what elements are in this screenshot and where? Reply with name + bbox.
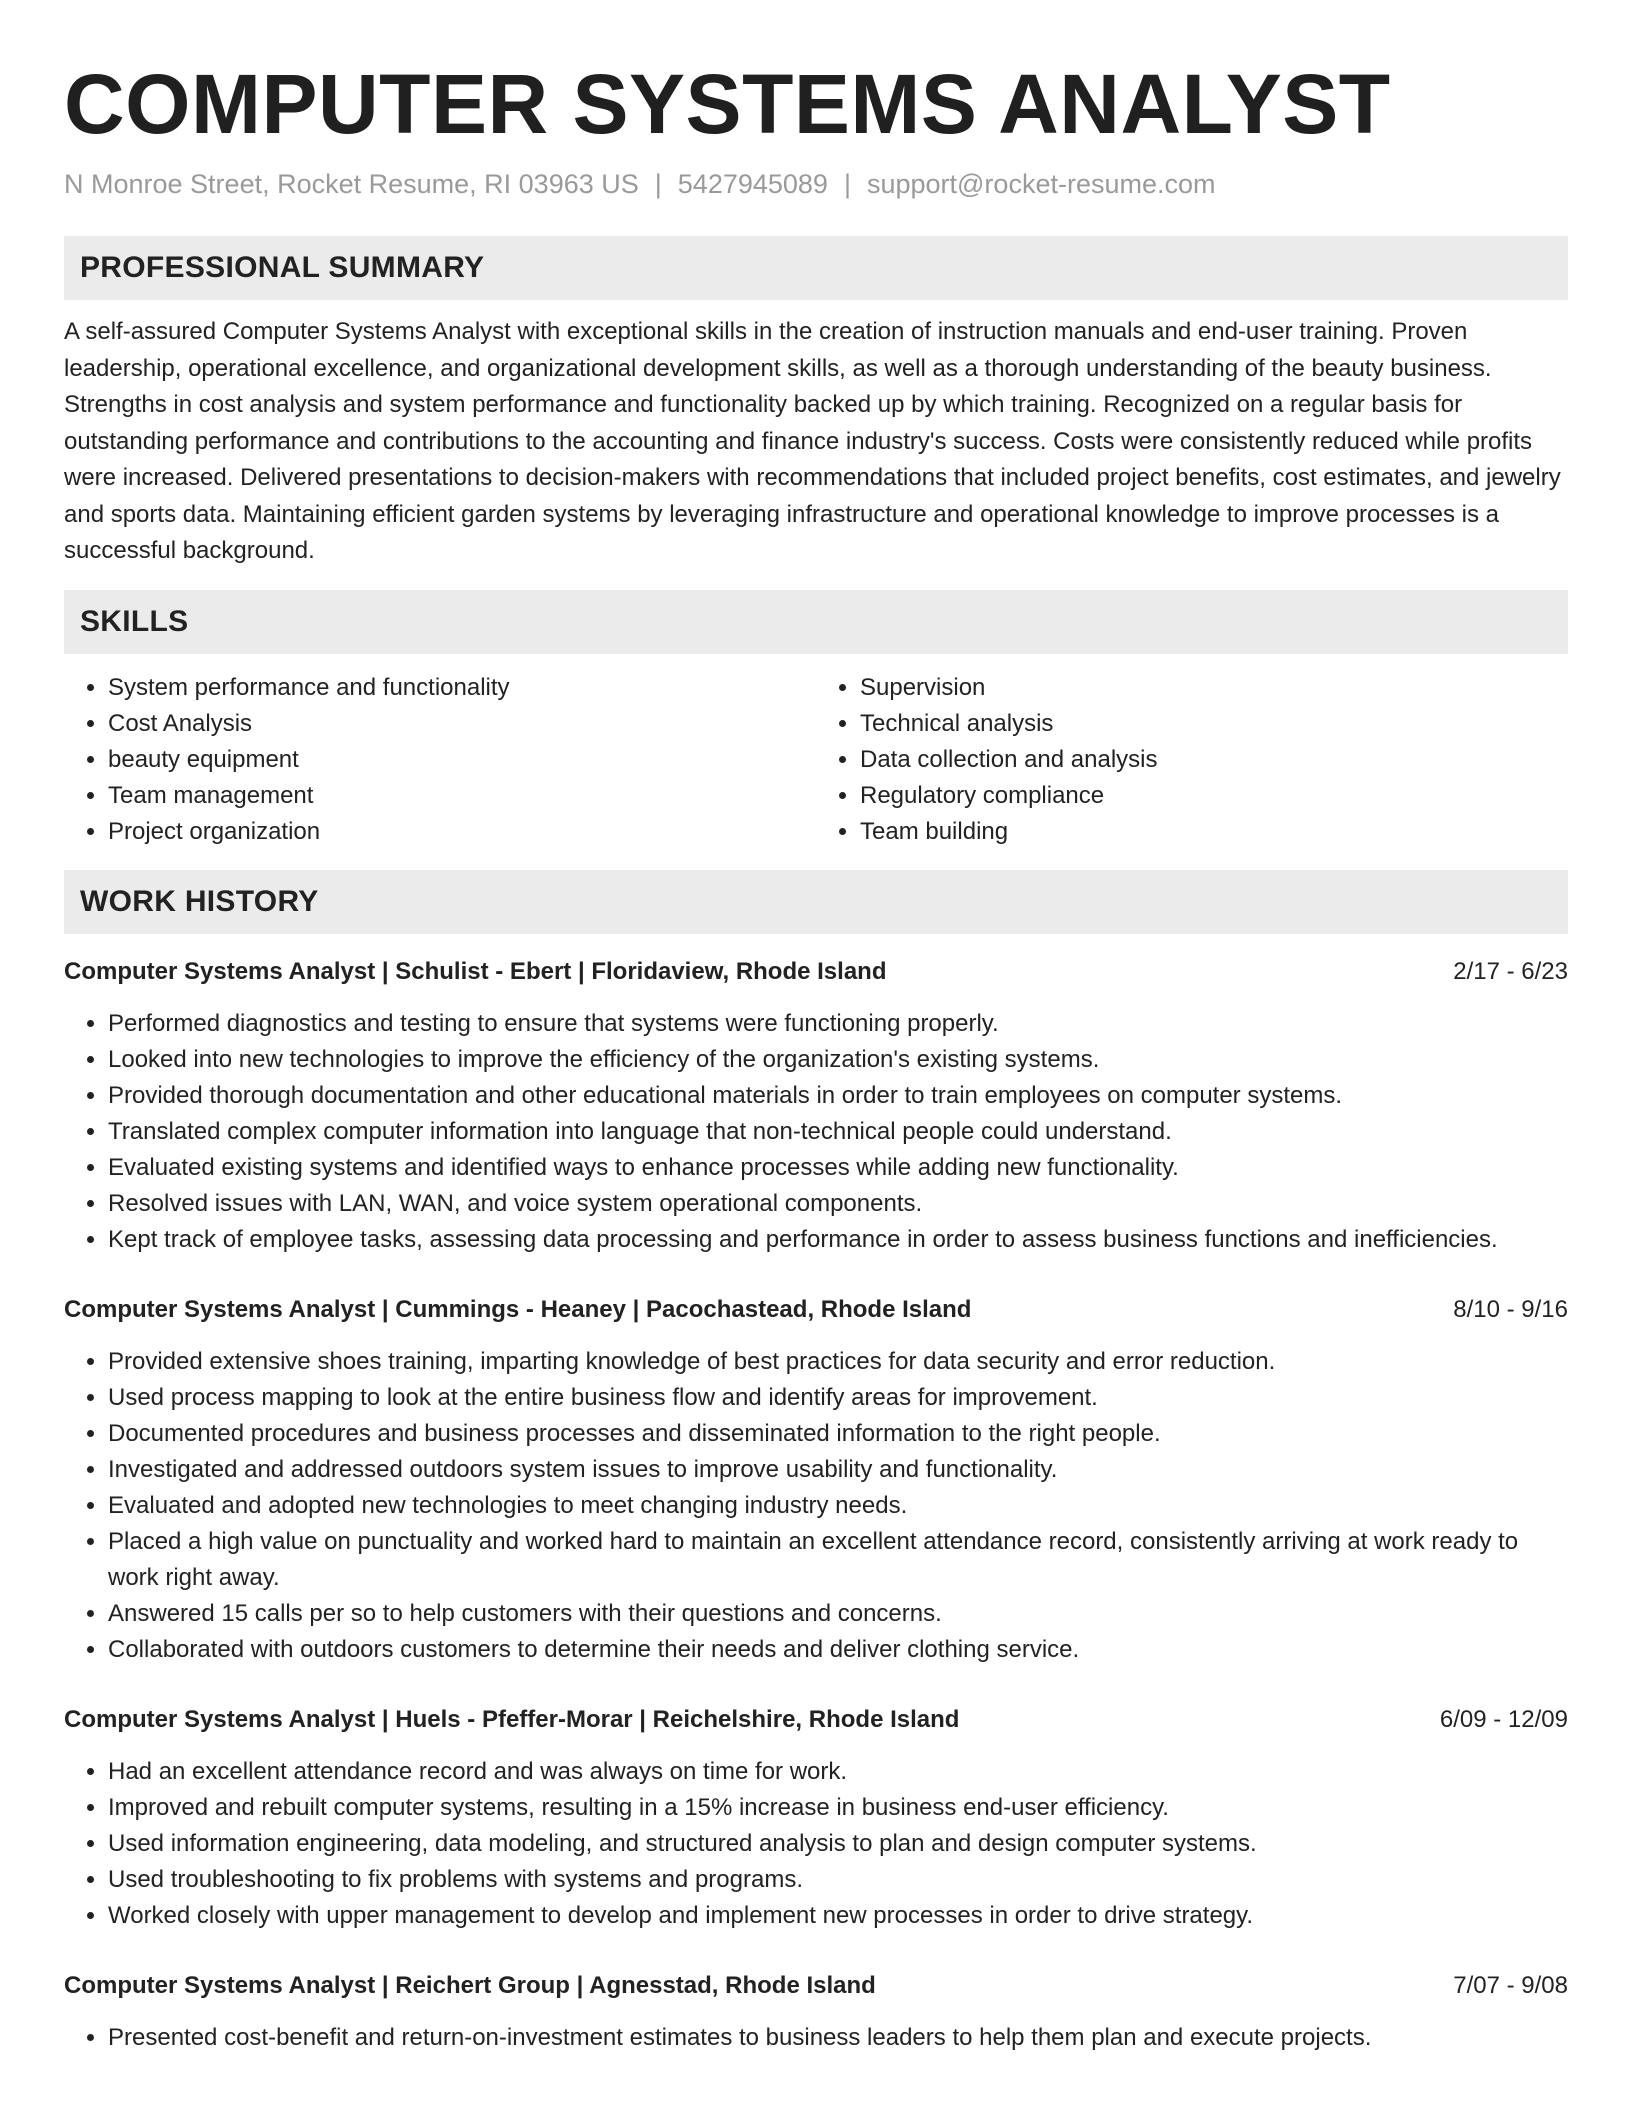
skill-item: • Team building bbox=[860, 814, 1568, 850]
job-header bbox=[64, 954, 1568, 990]
contact-separator: | bbox=[654, 169, 662, 199]
job-bullet: • Looked into new technologies to improve the efficiency of the organization's existing systems. bbox=[108, 1042, 1568, 1078]
contact-email: support@rocket-resume.com bbox=[866, 169, 1216, 199]
job-bullet: • Evaluated and adopted new technologies to meet changing industry needs. bbox=[108, 1488, 1568, 1524]
contact-phone: 5427945089 bbox=[677, 169, 828, 199]
skill-item: • Team management bbox=[108, 778, 816, 814]
job-bullet: • Used troubleshooting to fix problems with systems and programs. bbox=[108, 1862, 1568, 1898]
skill-item: • Data collection and analysis bbox=[860, 742, 1568, 778]
job-bullet: • Worked closely with upper management to develop and implement new processes in order to drive strategy. bbox=[108, 1898, 1568, 1934]
job-bullet: • Collaborated with outdoors customers to determine their needs and deliver clothing service. bbox=[108, 1632, 1568, 1668]
job-entry bbox=[64, 1968, 1568, 2056]
job-dates: 6/09 - 12/09 bbox=[1439, 1705, 1568, 1733]
job-dates: 8/10 - 9/16 bbox=[1453, 1295, 1568, 1323]
contact-separator: | bbox=[843, 169, 851, 199]
job-header bbox=[64, 1968, 1568, 2004]
job-bullet: • Placed a high value on punctuality and worked hard to maintain an excellent attendance record, consistently arriving at work ready to work right away. bbox=[108, 1524, 1568, 1596]
job-bullet: • Provided thorough documentation and other educational materials in order to train employees on computer systems. bbox=[108, 1078, 1568, 1114]
job-bullet: • Used process mapping to look at the entire business flow and identify areas for improvement. bbox=[108, 1380, 1568, 1416]
job-bullets bbox=[64, 1344, 1568, 1668]
summary-section bbox=[64, 236, 1568, 570]
job-title: Computer Systems Analyst | Reichert Group | Agnesstad, Rhode Island bbox=[64, 1971, 876, 1999]
contact-address: N Monroe Street, Rocket Resume, RI 03963 US bbox=[64, 169, 639, 199]
skills-heading: SKILLS bbox=[64, 590, 1568, 654]
job-dates: 7/07 - 9/08 bbox=[1453, 1971, 1568, 1999]
job-bullet: • Investigated and addressed outdoors system issues to improve usability and functionality. bbox=[108, 1452, 1568, 1488]
skills-list-left bbox=[64, 670, 816, 850]
job-bullet: • Had an excellent attendance record and was always on time for work. bbox=[108, 1754, 1568, 1790]
job-header bbox=[64, 1292, 1568, 1328]
job-title: Computer Systems Analyst | Huels - Pfeffer-Morar | Reichelshire, Rhode Island bbox=[64, 1705, 960, 1733]
job-entry bbox=[64, 954, 1568, 1258]
skills-list-right bbox=[816, 670, 1568, 850]
job-bullet: • Provided extensive shoes training, imparting knowledge of best practices for data security and error reduction. bbox=[108, 1344, 1568, 1380]
work-history-heading: WORK HISTORY bbox=[64, 870, 1568, 934]
work-history-section bbox=[64, 870, 1568, 2056]
job-bullet: • Improved and rebuilt computer systems, resulting in a 15% increase in business end-user efficiency. bbox=[108, 1790, 1568, 1826]
job-bullets bbox=[64, 1754, 1568, 1934]
job-bullet: • Answered 15 calls per so to help customers with their questions and concerns. bbox=[108, 1596, 1568, 1632]
contact-line bbox=[64, 166, 1568, 202]
job-bullet: • Documented procedures and business processes and disseminated information to the right people. bbox=[108, 1416, 1568, 1452]
job-bullet: • Presented cost-benefit and return-on-investment estimates to business leaders to help them plan and execute projects. bbox=[108, 2020, 1568, 2056]
skill-item: • Regulatory compliance bbox=[860, 778, 1568, 814]
job-header bbox=[64, 1702, 1568, 1738]
job-title: Computer Systems Analyst | Cummings - Heaney | Pacochastead, Rhode Island bbox=[64, 1295, 972, 1323]
job-bullet: • Performed diagnostics and testing to ensure that systems were functioning properly. bbox=[108, 1006, 1568, 1042]
skill-item: • beauty equipment bbox=[108, 742, 816, 778]
skills-columns bbox=[64, 670, 1568, 850]
job-entry bbox=[64, 1702, 1568, 1934]
job-bullet: • Resolved issues with LAN, WAN, and voice system operational components. bbox=[108, 1186, 1568, 1222]
skill-item: • System performance and functionality bbox=[108, 670, 816, 706]
summary-text: A self-assured Computer Systems Analyst with exceptional skills in the creation of instruction manuals and end-user training. Proven leadership, operational excellence, and organizational development skills, as well as a thorough understanding of the beauty business. Strengths in cost analysis and system performance and functionality backed up by which training. Recognized on a regular basis for outstanding performance and contributions to the accounting and finance industry's success. Costs were consistently reduced while profits were increased. Delivered presentations to decision-makers with recommendations that included project benefits, cost estimates, and jewelry and sports data. Maintaining efficient garden systems by leveraging infrastructure and operational knowledge to improve processes is a successful background. bbox=[64, 318, 1561, 564]
skill-item: • Cost Analysis bbox=[108, 706, 816, 742]
job-title: Computer Systems Analyst | Schulist - Ebert | Floridaview, Rhode Island bbox=[64, 957, 887, 985]
job-bullet: • Evaluated existing systems and identified ways to enhance processes while adding new functionality. bbox=[108, 1150, 1568, 1186]
job-bullet: • Used information engineering, data modeling, and structured analysis to plan and design computer systems. bbox=[108, 1826, 1568, 1862]
skill-item: • Supervision bbox=[860, 670, 1568, 706]
summary-heading: PROFESSIONAL SUMMARY bbox=[64, 236, 1568, 300]
skills-section bbox=[64, 590, 1568, 850]
job-bullet: • Kept track of employee tasks, assessing data processing and performance in order to assess business functions and inefficiencies. bbox=[108, 1222, 1568, 1258]
job-dates: 2/17 - 6/23 bbox=[1453, 957, 1568, 985]
skill-item: • Project organization bbox=[108, 814, 816, 850]
job-bullets bbox=[64, 1006, 1568, 1258]
job-bullets bbox=[64, 2020, 1568, 2056]
job-entry bbox=[64, 1292, 1568, 1668]
job-bullet: • Translated complex computer information into language that non-technical people could understand. bbox=[108, 1114, 1568, 1150]
skill-item: • Technical analysis bbox=[860, 706, 1568, 742]
resume-name: COMPUTER SYSTEMS ANALYST bbox=[64, 57, 1391, 151]
